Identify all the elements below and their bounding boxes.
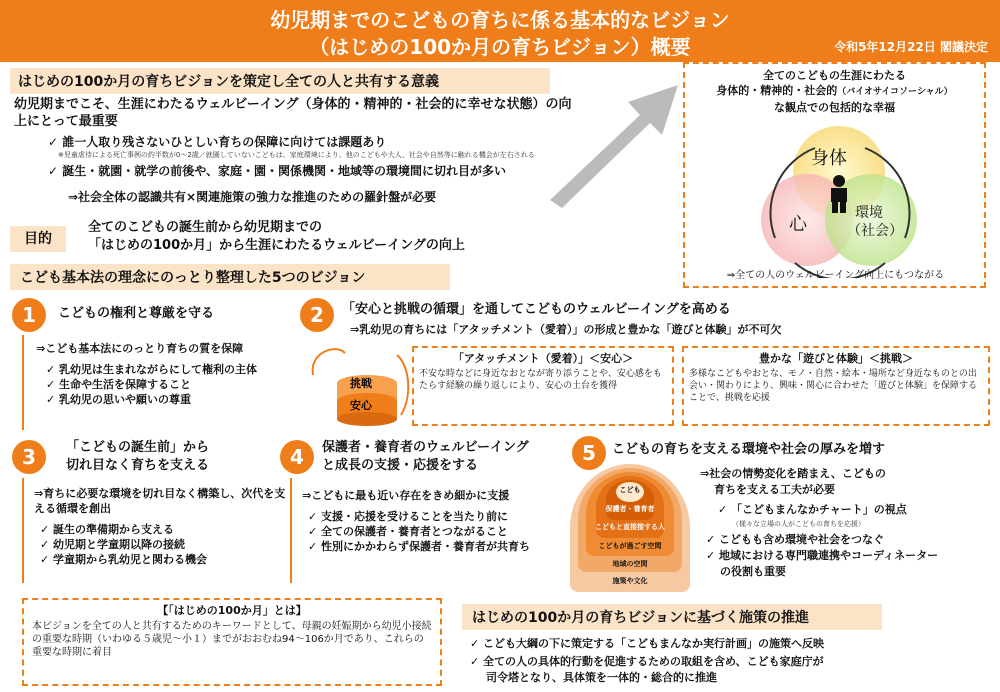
vision-4-title-1: 保護者・養育者のウェルビーイング [322,440,529,455]
promotion-heading: はじめの100か月の育ちビジョンに基づく施策の推進 [462,604,882,630]
vision-5-item [706,548,938,563]
vision-4-item [308,539,560,554]
wellbeing-line-2 [685,83,984,100]
promotion-item-1 [470,636,990,651]
vision-3-item-text: 誕生の準備期から支える [53,523,175,536]
vision-1-item-text: 乳幼児の思いや願いの尊重 [59,393,192,406]
vision-5-item-cont: の役割も重要 [720,565,786,578]
vision-5-chart-viewpoint [718,502,907,517]
significance-conclusion: ⇒社会全体の認識共有×関連施策の強力な推進のための羅針盤が必要 [68,190,437,204]
ring-label-1: 保護者・養育者 [605,505,655,513]
vision-3-item [40,522,292,537]
play-experience-title: 豊かな「遊びと体験」＜挑戦＞ [759,352,913,365]
vision-1-number: 1 [12,298,46,332]
attachment-title: 「アタッチメント（愛着）」＜安心＞ [452,352,634,365]
significance-note: ※児童虐待による死亡事例の約半数が0～2歳／就園していないこどもは、家庭環境により、他のこどもや大人、社会や自然等に触れる機会が左右される [58,151,535,159]
significance-lead: 幼児期までこそ、生涯にわたるウェルビーイング（身体的・精神的・社会的に幸せな状態）の向上にとって最重要 [14,97,572,129]
significance-check-2 [48,163,588,179]
promotion-item-2 [470,654,990,669]
significance-check-1 [48,134,568,150]
ring-label-4: 地域の空間 [612,560,648,568]
vision-5-title: こどもの育ちを支える環境や社会の厚みを増す [612,442,886,457]
transition-arrow [540,60,690,210]
vision-5-sub-2: 育ちを支える工夫が必要 [714,483,835,496]
vision-1-item [46,377,302,392]
venn-env-label: 環境 [855,205,883,221]
vision-4-item-text: 支援・応援を受けることを当たり前に [321,510,509,523]
vision-4-item [308,509,560,524]
attachment-text: 不安な時などに身近なおとなが寄り添うことや、安心感をもたらす経験の繰り返しにより、安心の土台を獲得 [419,369,662,391]
venn-body-label: 身体 [811,148,847,169]
purpose-line-2: 「はじめの100か月」から生涯にわたるウェルビーイングの向上 [88,238,465,253]
cycle-arrows [755,128,925,278]
vision-2-number: 2 [300,298,334,332]
check-2-text: 誕生・就園・就学の前後や、家庭・園・関係機関・地域等の環境間に切れ目が多い [62,164,506,178]
promotion-item-2-cont: 司令塔となり、具体策を一体的・総合的に推進 [486,671,717,684]
vision-1-body [22,335,302,430]
visions-heading: こども基本法の理念にのっとり整理した5つのビジョン [10,264,450,290]
vision-1-item [46,362,302,377]
ring-label-0: こども [619,486,641,494]
vision-1-item-text: 生命や生活を保障すること [59,378,192,391]
vision-4-body [290,478,565,583]
vision-4-item-text: 全ての保護者・養育者とつながること [321,525,508,538]
hajime-title: 【「はじめの100か月」とは】 [157,604,307,617]
ring-label-3: こどもが過ごす空間 [598,542,662,550]
ring-label-2: こどもと直接接する人 [595,523,665,531]
challenge-label: 挑戦 [350,377,372,390]
chart-viewpoint-text: 「こどもまんなかチャート」の視点 [731,503,907,516]
purpose-label: 目的 [10,226,66,252]
vision-3-title-1: 「こどもの誕生前」から [66,440,210,455]
vision-3-item [40,552,292,567]
wellbeing-box [683,62,986,288]
vision-4-number: 4 [280,440,314,474]
promotion-item-1-text: こども大綱の下に策定する「こどもまんなか実行計画」の施策へ反映 [483,637,825,650]
play-experience-text: 多様なこどもやおとな、モノ・自然・絵本・場所など身近なものとの出会い・関わりにより、興味・関心に合わせた「遊びと体験」を保障することで、挑戦を応援 [689,369,978,403]
vision-4-title-2: と成長の支援・応援をする [322,458,479,473]
attachment-box [412,346,674,426]
vision-4-item [308,524,560,539]
vision-3-sub: ⇒育ちに必要な環境を切れ目なく構築し、次代を支える循環を創出 [34,487,286,515]
vision-3-body [22,478,292,583]
vision-1-item [46,392,302,407]
wellbeing-line-3: な観点での包括的な幸福 [774,101,895,114]
vision-3-item-text: 学童期から乳幼児と関わる機会 [53,553,208,566]
vision-2-title: 「安心と挑戦の循環」を通してこどものウェルビーイングを高める [342,302,731,317]
vision-5-sub-1: ⇒社会の情勢変化を踏まえ、こどもの [700,467,886,480]
promotion-item-2-text: 全ての人の具体的行動を促進するための取組を含め、こども家庭庁が [483,655,824,668]
wellbeing-line-2-small: （バイオサイコソーシャル） [837,87,953,97]
vision-3-item [40,537,292,552]
significance-heading: はじめの100か月の育ちビジョンを策定し全ての人と共有する意義 [10,68,550,94]
mannaka-chart [570,464,690,592]
play-experience-box [682,346,990,426]
vision-5-item-text: 地域における専門職連携やコーディネーター [719,549,939,562]
vision-1-title: こどもの権利と尊厳を守る [58,306,215,321]
venn-env-sub-label: （社会） [847,223,903,239]
arrow-shape [550,85,678,208]
page-title: 幼児期までのこどもの育ちに係る基本的なビジョン [270,8,730,32]
vision-4-item-text: 性別にかかわらず保護者・養育者が共育ち [321,540,531,553]
check-1-text: 誰一人取り残さないひとしい育ちの保障に向けては課題あり [62,135,387,149]
purpose-line-1: 全てのこどもの誕生前から幼児期までの [88,220,323,235]
page-subtitle: （はじめの100か月の育ちビジョン）概要 [309,35,691,59]
hajime-text: 本ビジョンを全ての人と共有するためのキーワードとして、母親の妊娠期から幼児小接続の重要な時期（いわゆる５歳児～小１）までがおおむね94～106か月であり、これらの重要な時期に着目 [32,621,432,658]
vision-3-item-text: 幼児期と学童期以降の接続 [53,538,186,551]
vision-5-number: 5 [572,436,606,470]
vision-2-sub: ⇒乳幼児の育ちには「アタッチメント（愛着）」の形成と豊かな「遊びと体験」が不可欠 [350,323,782,336]
vision-5-item [706,532,884,547]
vision-5-item-text: こどもも含め環境や社会をつなぐ [719,533,885,546]
decision-date: 令和5年12月22日 閣議決定 [834,40,988,54]
vision-3-number: 3 [12,440,46,474]
vision-3-title-2: 切れ目なく育ちを支える [66,458,210,473]
wellbeing-footer: ⇒全ての人のウェルビーイング向上にもつながる [726,270,945,281]
wellbeing-line-2-main: 身体的・精神的・社会的 [716,84,838,97]
page-header [0,0,1000,62]
vision-5-chart-note: （様々な立場の人がこどもの育ちを応援） [732,520,865,528]
venn-mind-label: 心 [789,214,807,235]
hajime-definition-box [22,598,442,686]
ring-label-5: 施策や文化 [612,577,648,585]
anshin-label: 安心 [350,399,372,412]
vision-4-sub: ⇒こどもに最も近い存在をきめ細かに支援 [302,489,510,502]
vision-1-sub: ⇒こども基本法にのっとり育ちの質を保障 [36,342,244,355]
vision-1-item-text: 乳幼児は生まれながらにして権利の主体 [59,363,258,376]
wellbeing-line-1: 全てのこどもの生涯にわたる [763,69,906,82]
